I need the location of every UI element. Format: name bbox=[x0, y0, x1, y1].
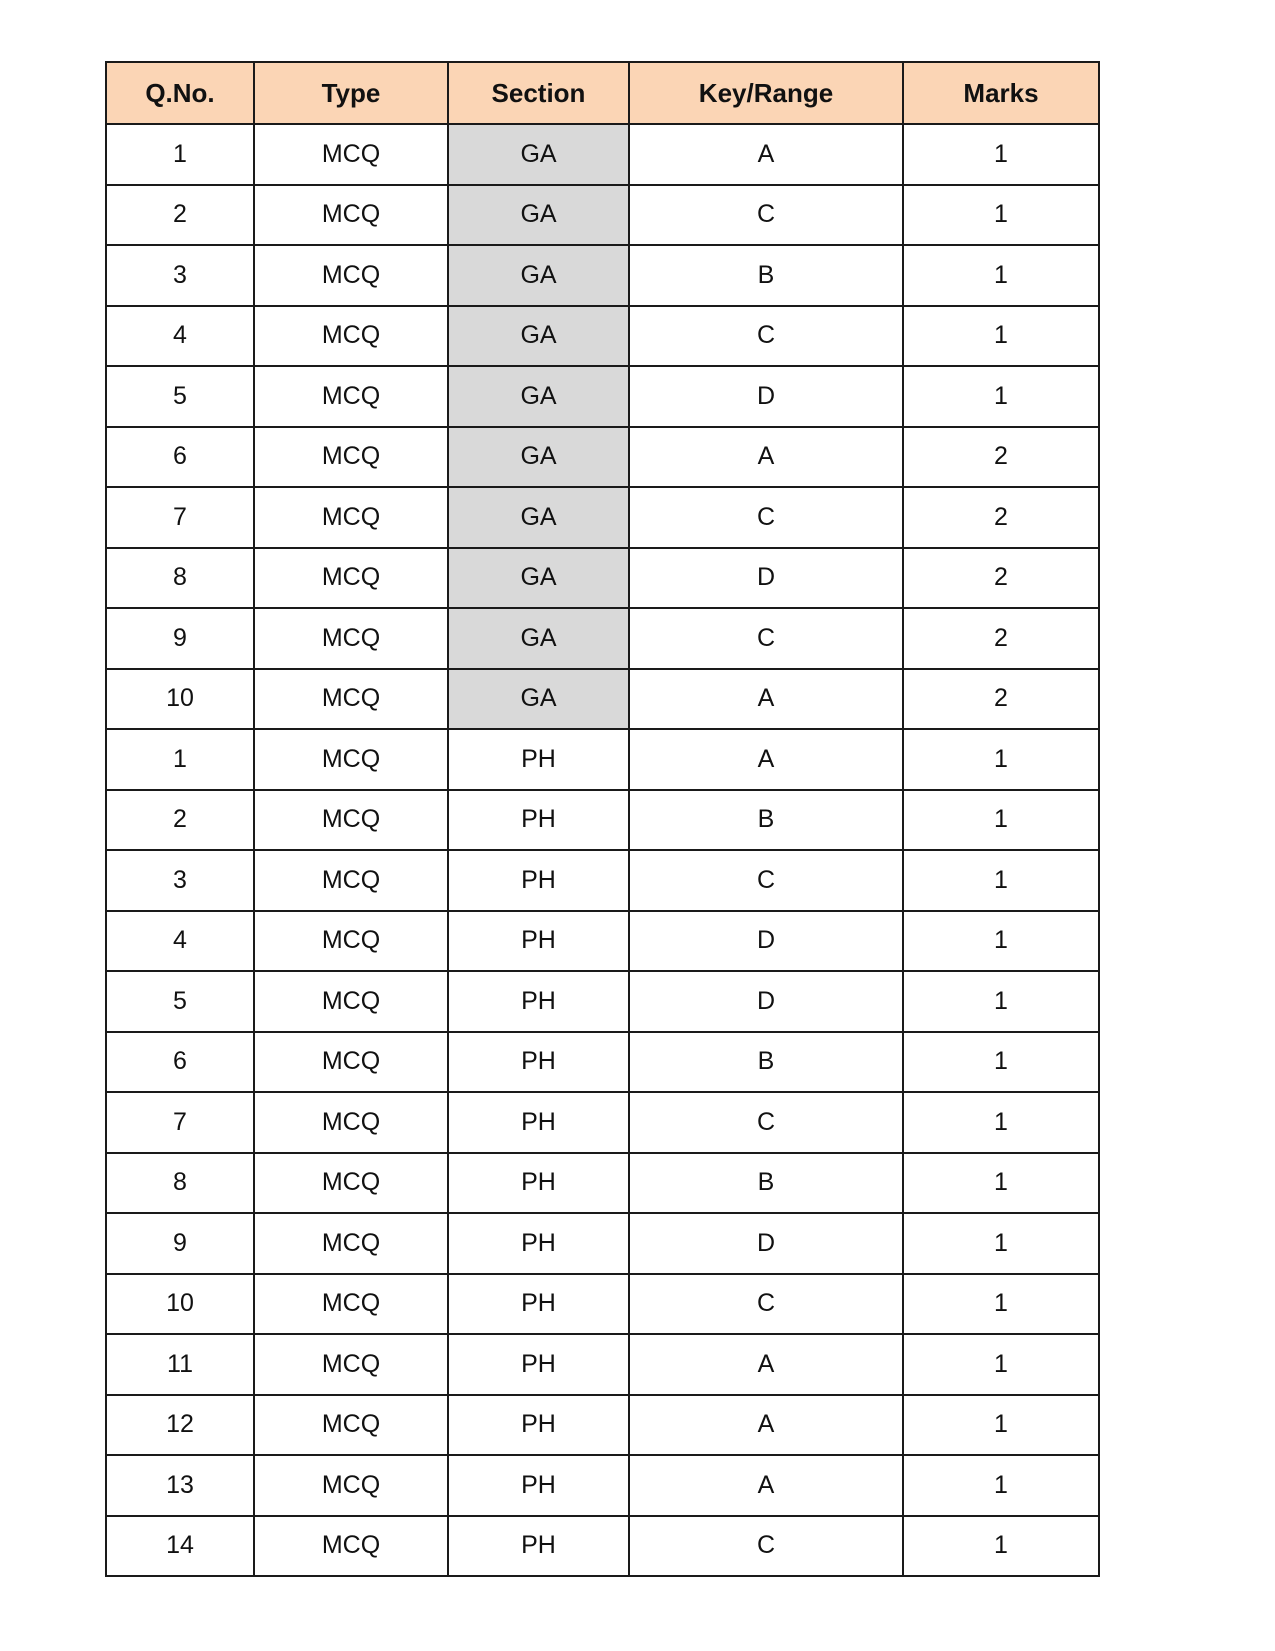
cell-section: PH bbox=[448, 971, 629, 1032]
cell-key: C bbox=[629, 1516, 903, 1577]
cell-marks: 1 bbox=[903, 366, 1099, 427]
cell-section: GA bbox=[448, 245, 629, 306]
cell-type: MCQ bbox=[254, 245, 448, 306]
cell-key: C bbox=[629, 850, 903, 911]
cell-type: MCQ bbox=[254, 487, 448, 548]
table-row bbox=[106, 306, 1099, 367]
table-row bbox=[106, 245, 1099, 306]
cell-type: MCQ bbox=[254, 1516, 448, 1577]
cell-type: MCQ bbox=[254, 850, 448, 911]
cell-marks: 2 bbox=[903, 608, 1099, 669]
cell-type: MCQ bbox=[254, 548, 448, 609]
cell-marks: 1 bbox=[903, 1334, 1099, 1395]
cell-section: PH bbox=[448, 1334, 629, 1395]
cell-marks: 1 bbox=[903, 1092, 1099, 1153]
cell-qno: 13 bbox=[106, 1455, 254, 1516]
table-row bbox=[106, 1032, 1099, 1093]
table-row bbox=[106, 669, 1099, 730]
cell-key: B bbox=[629, 1153, 903, 1214]
table-row bbox=[106, 608, 1099, 669]
cell-key: A bbox=[629, 124, 903, 185]
cell-qno: 11 bbox=[106, 1334, 254, 1395]
cell-marks: 1 bbox=[903, 1516, 1099, 1577]
cell-key: A bbox=[629, 1395, 903, 1456]
cell-key: C bbox=[629, 487, 903, 548]
header-marks: Marks bbox=[903, 62, 1099, 124]
table-row bbox=[106, 790, 1099, 851]
table-body bbox=[106, 124, 1099, 1576]
cell-qno: 2 bbox=[106, 790, 254, 851]
cell-section: PH bbox=[448, 1153, 629, 1214]
cell-qno: 7 bbox=[106, 487, 254, 548]
table-row bbox=[106, 1213, 1099, 1274]
cell-key: A bbox=[629, 729, 903, 790]
cell-type: MCQ bbox=[254, 729, 448, 790]
cell-key: C bbox=[629, 608, 903, 669]
cell-type: MCQ bbox=[254, 1455, 448, 1516]
cell-key: D bbox=[629, 971, 903, 1032]
cell-key: B bbox=[629, 245, 903, 306]
cell-key: C bbox=[629, 1274, 903, 1335]
cell-marks: 1 bbox=[903, 185, 1099, 246]
table-row bbox=[106, 548, 1099, 609]
cell-type: MCQ bbox=[254, 1153, 448, 1214]
cell-type: MCQ bbox=[254, 185, 448, 246]
cell-section: GA bbox=[448, 548, 629, 609]
cell-section: GA bbox=[448, 487, 629, 548]
cell-section: PH bbox=[448, 850, 629, 911]
table-row bbox=[106, 1334, 1099, 1395]
cell-section: PH bbox=[448, 1455, 629, 1516]
table-row bbox=[106, 850, 1099, 911]
cell-marks: 1 bbox=[903, 790, 1099, 851]
cell-type: MCQ bbox=[254, 1213, 448, 1274]
cell-marks: 1 bbox=[903, 729, 1099, 790]
cell-qno: 4 bbox=[106, 911, 254, 972]
cell-marks: 2 bbox=[903, 669, 1099, 730]
header-section: Section bbox=[448, 62, 629, 124]
cell-type: MCQ bbox=[254, 306, 448, 367]
table-row bbox=[106, 366, 1099, 427]
cell-section: GA bbox=[448, 669, 629, 730]
cell-section: PH bbox=[448, 1274, 629, 1335]
cell-qno: 4 bbox=[106, 306, 254, 367]
table-header bbox=[106, 62, 1099, 124]
header-key-range: Key/Range bbox=[629, 62, 903, 124]
cell-marks: 2 bbox=[903, 427, 1099, 488]
cell-marks: 1 bbox=[903, 971, 1099, 1032]
header-type: Type bbox=[254, 62, 448, 124]
cell-type: MCQ bbox=[254, 971, 448, 1032]
cell-section: GA bbox=[448, 185, 629, 246]
cell-section: PH bbox=[448, 1032, 629, 1093]
cell-qno: 1 bbox=[106, 729, 254, 790]
table-row bbox=[106, 1092, 1099, 1153]
table-row bbox=[106, 1153, 1099, 1214]
cell-key: A bbox=[629, 1455, 903, 1516]
cell-section: GA bbox=[448, 608, 629, 669]
cell-marks: 1 bbox=[903, 911, 1099, 972]
cell-qno: 10 bbox=[106, 1274, 254, 1335]
cell-qno: 3 bbox=[106, 245, 254, 306]
cell-marks: 1 bbox=[903, 1153, 1099, 1214]
cell-type: MCQ bbox=[254, 1032, 448, 1093]
table-row bbox=[106, 1274, 1099, 1335]
cell-type: MCQ bbox=[254, 608, 448, 669]
cell-marks: 1 bbox=[903, 1455, 1099, 1516]
cell-qno: 6 bbox=[106, 427, 254, 488]
cell-marks: 1 bbox=[903, 306, 1099, 367]
cell-marks: 1 bbox=[903, 1032, 1099, 1093]
cell-marks: 1 bbox=[903, 1213, 1099, 1274]
cell-key: D bbox=[629, 911, 903, 972]
cell-key: C bbox=[629, 1092, 903, 1153]
cell-section: PH bbox=[448, 1213, 629, 1274]
cell-section: GA bbox=[448, 366, 629, 427]
table-row bbox=[106, 124, 1099, 185]
cell-key: D bbox=[629, 366, 903, 427]
cell-type: MCQ bbox=[254, 1334, 448, 1395]
cell-qno: 5 bbox=[106, 971, 254, 1032]
cell-type: MCQ bbox=[254, 124, 448, 185]
table-row bbox=[106, 1516, 1099, 1577]
cell-section: PH bbox=[448, 729, 629, 790]
table-row bbox=[106, 911, 1099, 972]
cell-type: MCQ bbox=[254, 790, 448, 851]
header-row bbox=[106, 62, 1099, 124]
table-row bbox=[106, 487, 1099, 548]
cell-section: PH bbox=[448, 1092, 629, 1153]
table-row bbox=[106, 729, 1099, 790]
cell-qno: 9 bbox=[106, 1213, 254, 1274]
cell-type: MCQ bbox=[254, 366, 448, 427]
cell-section: GA bbox=[448, 306, 629, 367]
cell-key: D bbox=[629, 548, 903, 609]
table-row bbox=[106, 1395, 1099, 1456]
table-row bbox=[106, 185, 1099, 246]
cell-marks: 2 bbox=[903, 487, 1099, 548]
cell-key: A bbox=[629, 1334, 903, 1395]
cell-marks: 1 bbox=[903, 1274, 1099, 1335]
table-row bbox=[106, 971, 1099, 1032]
cell-qno: 3 bbox=[106, 850, 254, 911]
cell-qno: 1 bbox=[106, 124, 254, 185]
table-row bbox=[106, 1455, 1099, 1516]
cell-marks: 1 bbox=[903, 1395, 1099, 1456]
cell-section: PH bbox=[448, 1395, 629, 1456]
cell-qno: 10 bbox=[106, 669, 254, 730]
cell-qno: 2 bbox=[106, 185, 254, 246]
cell-key: A bbox=[629, 669, 903, 730]
cell-section: PH bbox=[448, 790, 629, 851]
cell-section: PH bbox=[448, 1516, 629, 1577]
answer-key-table bbox=[105, 61, 1100, 1577]
cell-section: GA bbox=[448, 124, 629, 185]
cell-key: C bbox=[629, 185, 903, 246]
cell-section: PH bbox=[448, 911, 629, 972]
cell-type: MCQ bbox=[254, 1274, 448, 1335]
cell-qno: 6 bbox=[106, 1032, 254, 1093]
cell-marks: 1 bbox=[903, 124, 1099, 185]
cell-type: MCQ bbox=[254, 1395, 448, 1456]
cell-qno: 12 bbox=[106, 1395, 254, 1456]
cell-qno: 8 bbox=[106, 548, 254, 609]
cell-key: B bbox=[629, 790, 903, 851]
cell-marks: 1 bbox=[903, 850, 1099, 911]
cell-section: GA bbox=[448, 427, 629, 488]
cell-key: C bbox=[629, 306, 903, 367]
cell-marks: 2 bbox=[903, 548, 1099, 609]
cell-qno: 14 bbox=[106, 1516, 254, 1577]
cell-key: D bbox=[629, 1213, 903, 1274]
cell-qno: 5 bbox=[106, 366, 254, 427]
cell-qno: 7 bbox=[106, 1092, 254, 1153]
cell-qno: 9 bbox=[106, 608, 254, 669]
cell-key: B bbox=[629, 1032, 903, 1093]
cell-marks: 1 bbox=[903, 245, 1099, 306]
header-qno: Q.No. bbox=[106, 62, 254, 124]
cell-key: A bbox=[629, 427, 903, 488]
cell-type: MCQ bbox=[254, 427, 448, 488]
table-row bbox=[106, 427, 1099, 488]
cell-qno: 8 bbox=[106, 1153, 254, 1214]
cell-type: MCQ bbox=[254, 669, 448, 730]
cell-type: MCQ bbox=[254, 911, 448, 972]
cell-type: MCQ bbox=[254, 1092, 448, 1153]
